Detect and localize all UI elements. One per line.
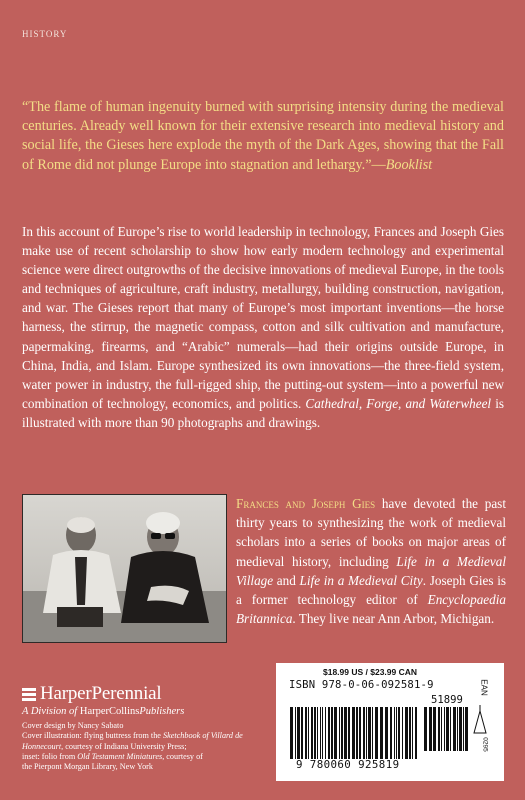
book-description	[22, 222, 504, 432]
barcode-bar	[311, 707, 313, 759]
barcode-bar	[325, 707, 326, 759]
barcode-bar	[444, 707, 445, 751]
barcode-bar	[405, 707, 408, 759]
illustration-suffix: , courtesy of Indiana University Press;	[61, 741, 187, 751]
barcode-bar	[317, 707, 318, 759]
barcode-digits: 9 780060 925819	[296, 758, 400, 771]
barcode-bar	[320, 707, 321, 759]
barcode-bar	[396, 707, 397, 759]
barcode-bar	[438, 707, 440, 751]
barcode-bar	[339, 707, 340, 759]
barcode-bar	[394, 707, 395, 759]
division-prefix: A Division of	[22, 706, 80, 717]
harper-logo-icon	[22, 688, 36, 701]
price-code: 51899	[431, 694, 463, 706]
barcode-panel	[276, 663, 504, 781]
author-bio	[236, 494, 506, 628]
barcode-bar	[459, 707, 462, 751]
illustration-credit	[22, 731, 272, 752]
inset-prefix: inset: folio from	[22, 751, 78, 761]
barcode-bar	[424, 707, 427, 751]
illustration-book: Sketchbook of Villard de Honnecourt	[22, 731, 243, 751]
supplement-code: 0295	[481, 737, 489, 752]
barcode-bar	[398, 707, 400, 759]
bio-and: and	[273, 572, 300, 588]
bio-book-1: Life in a Medieval Village	[236, 553, 506, 588]
publisher-division	[22, 706, 184, 717]
barcode-bar	[308, 707, 309, 759]
barcode-bar	[328, 707, 330, 759]
publisher-logo	[22, 683, 162, 705]
barcode-bar	[429, 707, 432, 751]
barcode-addon	[424, 707, 470, 751]
barcode-bar	[409, 707, 411, 759]
barcode-bar	[465, 707, 468, 751]
illustration-prefix: Cover illustration: flying buttress from the	[22, 731, 163, 741]
barcode-bar	[380, 707, 383, 759]
price-label: $18.99 US / $23.99 CAN	[322, 667, 418, 677]
bio-encyclopedia: Encyclopaedia Britannica	[236, 592, 506, 627]
description-text: In this account of Europe’s rise to world leadership in technology, Frances and Joseph Gies make use of recent scholarship to show how early modern technology and experimental science were direct outgrowths of the decisive innovations of medieval Europe, in the tools and techniques of agriculture, craft industry, metallurgy, building construction, navigation, and war. The Gieses report that many of Europe’s most important inventions—the horse harness, the stirrup, the magnetic compass, cotton and silk cultivation and manufacture, papermaking, firearms, and “Arabic” numerals—had their origins outside Europe, in China, India, and Islam. Europe synthesized its own innovations—the three-field system, water power in industry, the full-rigged ship, the putting-out system—into a powerful new combination of technology, economics, and politics.	[22, 224, 504, 411]
barcode-bar	[385, 707, 388, 759]
inset-book: Old Testament Miniatures	[77, 751, 163, 761]
barcode-bar	[348, 707, 350, 759]
barcode-bar	[305, 707, 307, 759]
triangle-icon	[472, 703, 488, 741]
description-title: Cathedral, Forge, and Waterwheel	[305, 395, 492, 411]
cover-credits	[22, 721, 272, 772]
barcode-bar	[441, 707, 442, 751]
barcode-bar	[314, 707, 316, 759]
division-name: HarperCollins	[79, 706, 140, 717]
barcode-bar	[356, 707, 358, 759]
barcode-bar	[446, 707, 449, 751]
barcode-bar	[301, 707, 303, 759]
division-suffix: Publishers	[139, 706, 185, 717]
author-photo-illustration	[23, 495, 227, 643]
design-credit: Cover design by Nancy Sabato	[22, 721, 124, 730]
barcode-bar	[368, 707, 371, 759]
bio-text-1: have devoted the past thirty years to synthesizing the work of medieval scholars into a series of books on major areas of medieval history, including	[236, 496, 506, 569]
barcode-bar	[463, 707, 464, 751]
barcode-bar	[402, 707, 403, 759]
barcode-bar	[290, 707, 293, 759]
barcode-bar	[297, 707, 300, 759]
isbn-number: ISBN 978-0-06-092581-9	[289, 679, 434, 691]
barcode-bar	[322, 707, 323, 759]
quote-text: “The flame of human ingenuity burned with surprising intensity during the medieval centuries. Already well known for their extensive research into medieval history and social life, the Gieses here explode the myth of the Dark Ages, showing that the Fall of Rome did not plunge Europe into stagnation and lethargy.”—	[22, 99, 504, 173]
publisher-name: HarperPerennial	[40, 683, 162, 704]
author-names: Frances and Joseph Gies	[236, 496, 376, 511]
barcode-main	[290, 707, 418, 759]
barcode-bar	[352, 707, 355, 759]
barcode-bar	[341, 707, 343, 759]
category-label: HISTORY	[22, 29, 68, 39]
review-quote	[22, 98, 504, 175]
barcode-bar	[372, 707, 373, 759]
barcode-bar	[331, 707, 333, 759]
barcode-bar	[390, 707, 392, 759]
ean-label: EAN	[479, 679, 489, 696]
bio-text-3: . They live near Ann Arbor, Michigan.	[292, 611, 495, 627]
barcode-bar	[295, 707, 296, 759]
quote-source: Booklist	[385, 156, 433, 173]
barcode-bar	[415, 707, 417, 759]
barcode-bar	[453, 707, 456, 751]
bio-text-2: . Joseph Gies is a former technology editor of	[236, 572, 507, 608]
author-photo	[22, 494, 227, 643]
barcode-bar	[450, 707, 451, 751]
barcode-bar	[363, 707, 365, 759]
barcode-bar	[412, 707, 413, 759]
description-tail: is illustrated with more than 90 photographs and drawings.	[22, 395, 505, 430]
bio-book-2: Life in a Medieval City	[299, 572, 423, 588]
barcode-bar	[457, 707, 458, 751]
inset-credit	[22, 752, 272, 762]
inset-suffix: , courtesy of	[162, 751, 203, 761]
barcode-bar	[359, 707, 361, 759]
barcode-bar	[366, 707, 367, 759]
barcode-bar	[344, 707, 347, 759]
library-credit: the Pierpont Morgan Library, New York	[22, 762, 153, 772]
barcode-bar	[334, 707, 337, 759]
barcode-bar	[433, 707, 436, 751]
barcode-bar	[375, 707, 378, 759]
